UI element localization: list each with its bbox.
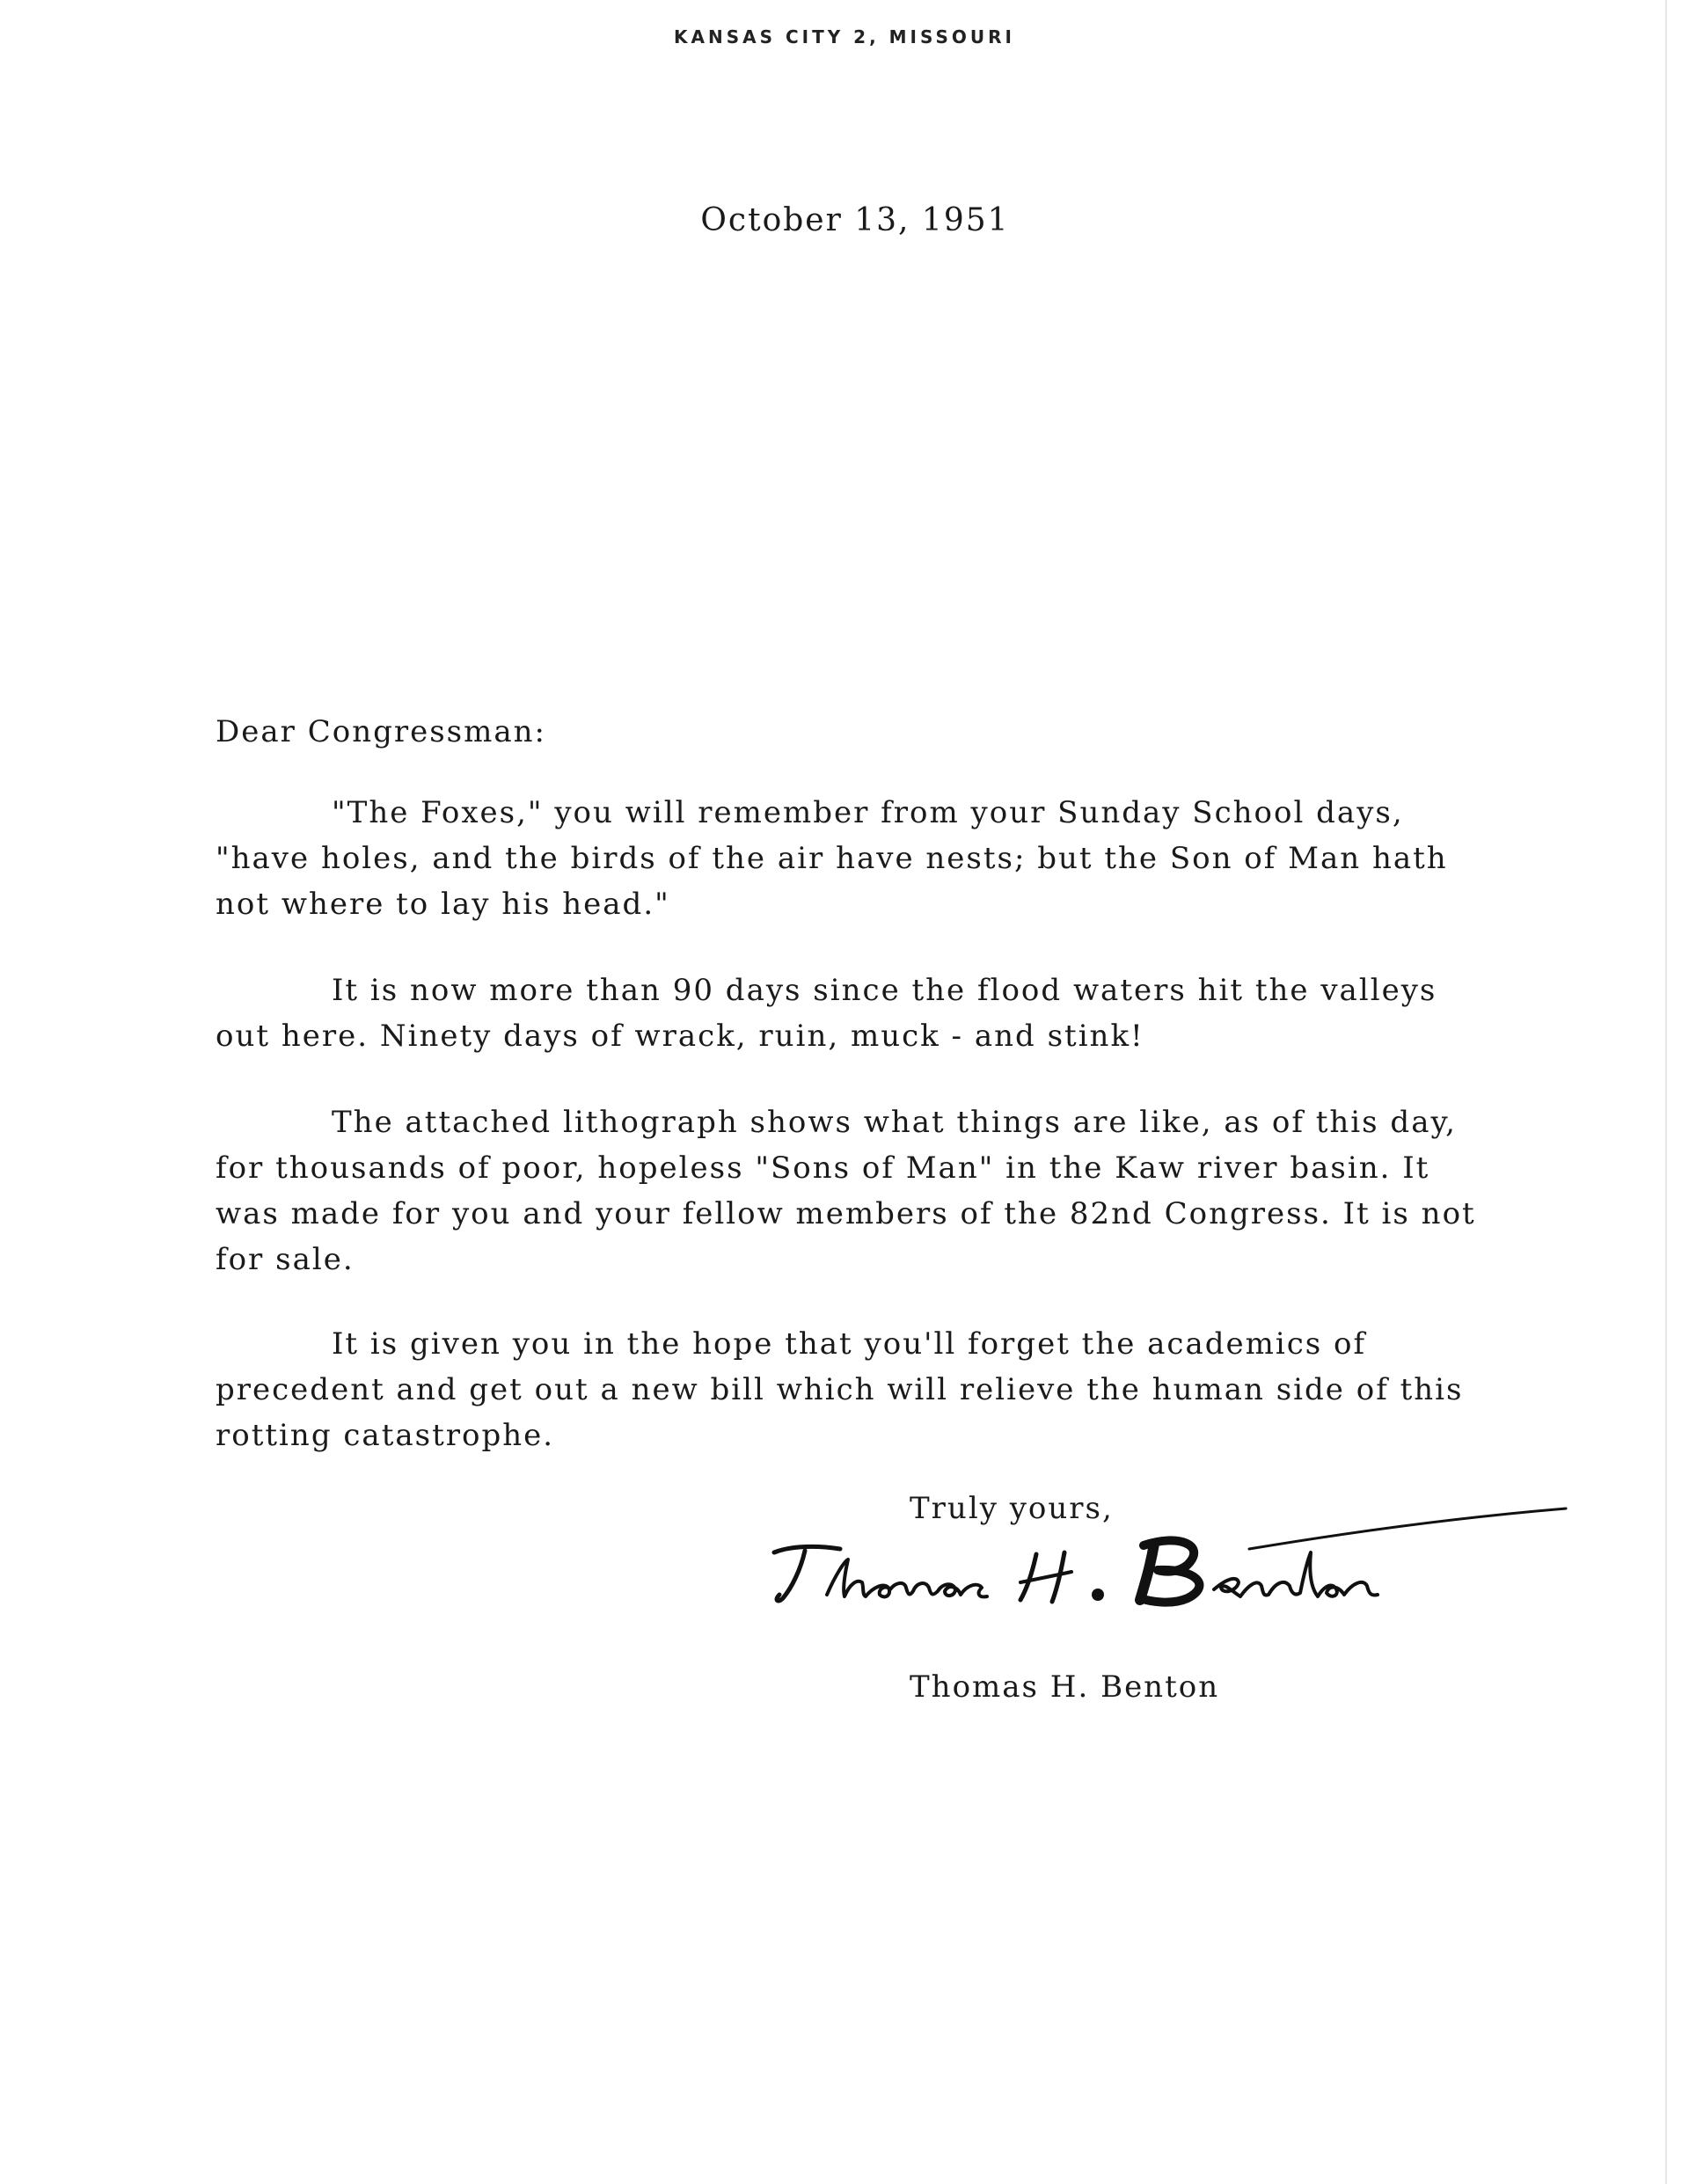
paragraph-1: "The Foxes," you will remember from your Sunday School days, "have holes, and the birds of the air have nests; but the Son of Man hath not where to lay his head."	[216, 795, 1448, 922]
handwritten-signature	[757, 1491, 1575, 1632]
closing: Truly yours,	[910, 1491, 1114, 1526]
letter-date: October 13, 1951	[700, 202, 1010, 238]
signer-name: Thomas H. Benton	[910, 1669, 1220, 1705]
salutation: Dear Congressman:	[216, 714, 546, 749]
letterhead-location: KANSAS CITY 2, MISSOURI	[674, 26, 1015, 47]
paragraph-2: It is now more than 90 days since the flood waters hit the valleys out here. Ninety days of wrack, ruin, muck - and stink!	[216, 973, 1437, 1054]
page-edge-line	[1665, 0, 1667, 2184]
paragraph-4: It is given you in the hope that you'll forget the academics of precedent and get out a new bill which will relieve the human side of this rotting catastrophe.	[216, 1326, 1464, 1453]
paragraph-3: The attached lithograph shows what things are like, as of this day, for thousands of poor, hopeless "Sons of Man" in the Kaw river basin. It was made for you and your fellow members of the 82nd Congress. It is not for sale.	[216, 1105, 1476, 1277]
